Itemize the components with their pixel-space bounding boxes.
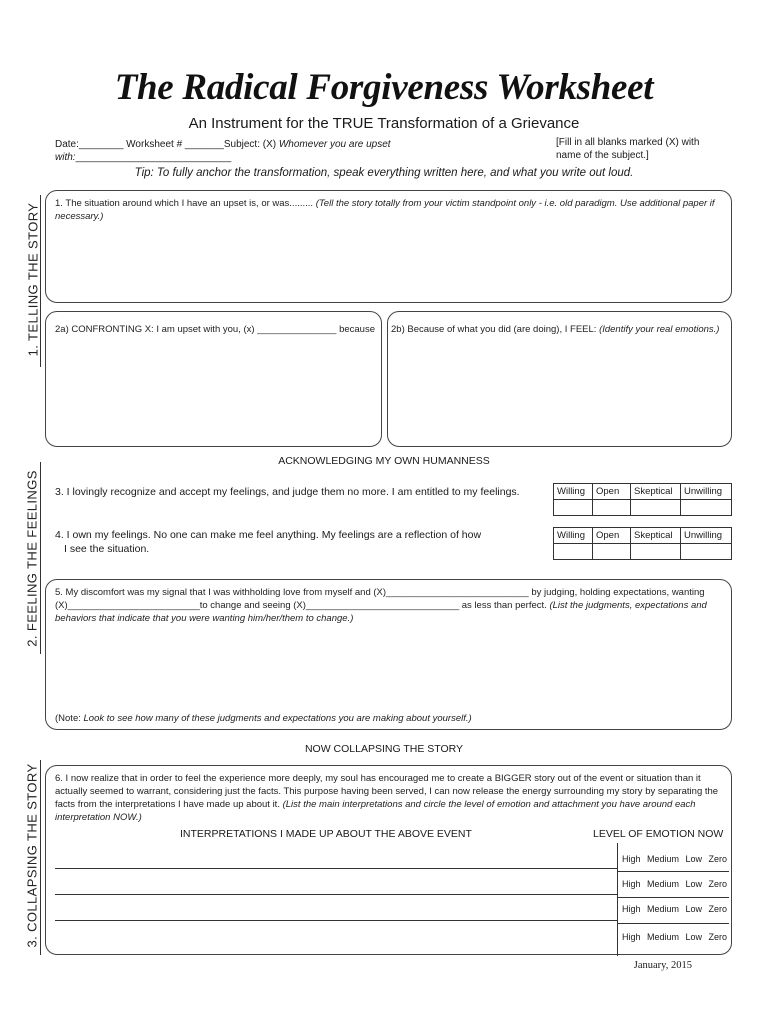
level-column-divider (617, 843, 618, 956)
q5-line2-text: (X)_________________________to change and seeing (X)_____________________________ as less than perfect. (55, 600, 547, 611)
q4-line2: I see the situation. (64, 543, 150, 555)
rating-cell[interactable] (681, 500, 732, 516)
footer-date: January, 2015 (633, 960, 692, 971)
rating-cell[interactable] (631, 544, 681, 560)
rating-willing[interactable]: Willing (554, 528, 593, 544)
rating-table-q3[interactable] (553, 483, 732, 516)
rating-cell[interactable] (681, 544, 732, 560)
q5-line2 (55, 599, 725, 612)
rating-table-q4[interactable] (553, 527, 732, 560)
level-divider-3 (617, 923, 729, 924)
q6-prompt: 6. I now realize that in order to feel the experience more deeply, my soul has encouraged me to create a BIGGER story out of the event or situation than it actually seemed to warrant, considering just the facts. This purpose having been served, I can now release the energy surrounding my story by separating the facts from the interpretations I have made up about it. (55, 773, 719, 810)
q5-note (55, 712, 725, 725)
page-title: The Radical Forgiveness Worksheet (114, 67, 654, 108)
rating-skeptical[interactable]: Skeptical (631, 528, 681, 544)
story-box[interactable] (45, 190, 732, 303)
level-options-2[interactable]: High Medium Low Zero (622, 879, 728, 889)
meta-line (55, 138, 550, 164)
rating-unwilling[interactable]: Unwilling (681, 484, 732, 500)
q4-text (55, 528, 481, 556)
q1-text (55, 197, 715, 223)
q2b-text (391, 323, 726, 336)
meta-blank: ____________________________ (75, 152, 232, 163)
collapsing-heading: NOW COLLAPSING THE STORY (304, 743, 464, 755)
section-label-feeling: 2. FEELING THE FEELINGS (24, 470, 40, 647)
rating-willing[interactable]: Willing (554, 484, 593, 500)
level-options-3[interactable]: High Medium Low Zero (622, 904, 728, 914)
q2b-prompt: 2b) Because of what you did (are doing), I FEEL: (391, 324, 597, 335)
confronting-box[interactable] (45, 311, 382, 447)
meta-italic: Whomever you are upset with: (55, 139, 391, 163)
level-divider-1 (617, 871, 729, 872)
q1-instruction: (Tell the story totally from your victim standpoint only - i.e. old paradigm. Use additional paper if necessary.) (55, 198, 715, 222)
q6-text (55, 772, 727, 824)
rating-open[interactable]: Open (593, 484, 631, 500)
q3-text: 3. I lovingly recognize and accept my feelings, and judge them no more. I am entitled to my feelings. (55, 486, 520, 498)
interpretation-line-3[interactable] (55, 920, 618, 921)
level-header: LEVEL OF EMOTION NOW (593, 828, 724, 840)
rating-skeptical[interactable]: Skeptical (631, 484, 681, 500)
section-rule-3 (40, 760, 41, 955)
q5-line1: 5. My discomfort was my signal that I was withholding love from myself and (X)___________________________ by judging, holding expectations, wanting (55, 587, 705, 598)
q2a-text: 2a) CONFRONTING X: I am upset with you, (x) _______________ because (55, 324, 375, 335)
interpretations-header: INTERPRETATIONS I MADE UP ABOUT THE ABOVE EVENT (180, 828, 472, 840)
section-label-telling: 1. TELLING THE STORY (25, 202, 41, 357)
section-label-collapsing: 3. COLLAPSING THE STORY (24, 763, 40, 948)
judgments-box[interactable] (45, 579, 732, 730)
page-subtitle: An Instrument for the TRUE Transformation of a Grievance (188, 115, 580, 132)
section-rule-2 (40, 462, 41, 654)
q5-text (55, 586, 725, 625)
level-options-4[interactable]: High Medium Low Zero (622, 932, 728, 942)
q5-line2-instruction: (List the judgments, expectations and (549, 600, 707, 611)
humanness-heading: ACKNOWLEDGING MY OWN HUMANNESS (278, 455, 490, 467)
level-options-1[interactable]: High Medium Low Zero (622, 854, 728, 864)
q6-instruction: (List the main interpretations and circle the level of emotion and attachment you have around each interpretation NOW.) (55, 799, 696, 823)
q1-prompt: 1. The situation around which I have an upset is, or was......... (55, 198, 314, 209)
rating-cell[interactable] (554, 544, 593, 560)
q4-line1: 4. I own my feelings. No one can make me feel anything. My feelings are a reflection of how (55, 529, 482, 541)
q5-note-prefix: (Note: (55, 713, 81, 724)
feel-box[interactable] (387, 311, 732, 447)
level-divider-2 (617, 897, 729, 898)
interpretation-line-1[interactable] (55, 868, 618, 869)
q5-line3: behaviors that indicate that you were wanting him/her/them to change.) (55, 613, 354, 624)
interpretation-line-2[interactable] (55, 894, 618, 895)
q2b-instruction: (Identify your real emotions.) (599, 324, 720, 335)
rating-cell[interactable] (593, 500, 631, 516)
rating-cell[interactable] (593, 544, 631, 560)
fill-note: [Fill in all blanks marked (X) with name of the subject.] (556, 137, 700, 161)
meta-fields: Date:________ Worksheet # _______Subject: (X) (55, 139, 277, 150)
rating-cell[interactable] (554, 500, 593, 516)
rating-cell[interactable] (631, 500, 681, 516)
rating-open[interactable]: Open (593, 528, 631, 544)
tip-text: Tip: To fully anchor the transformation, speak everything written here, and what you write out loud. (134, 167, 634, 179)
q5-note-text: Look to see how many of these judgments and expectations you are making about yourself.) (83, 713, 472, 724)
rating-unwilling[interactable]: Unwilling (681, 528, 732, 544)
